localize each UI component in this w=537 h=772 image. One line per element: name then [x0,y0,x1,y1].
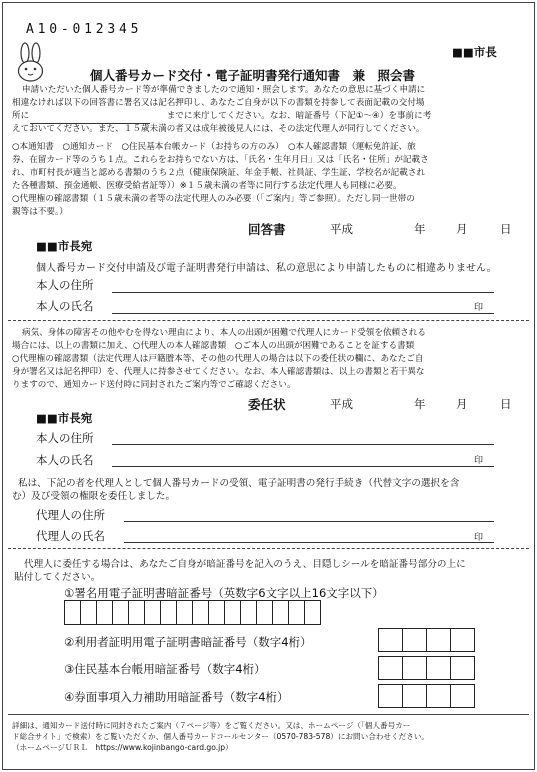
pin-digit-box[interactable] [272,600,289,625]
footer-line: （ホームページＵＲＬ https://www.kojinbango-card.go.jp） [12,743,233,752]
pin-digit-box[interactable] [304,600,321,625]
proxy-note-line: りますので、通知カード送付時に同封されたご案内等でご確認ください。 [12,380,296,390]
proxy-statement-line: む）及び受領の権限を委任しました。 [12,491,176,502]
pin-digit-box[interactable] [176,600,193,625]
pin-digit-box[interactable] [378,684,403,708]
answer-address-field[interactable] [112,292,494,293]
answer-address-label: 本人の住所 [36,278,94,292]
intro-line: 相違なければ以下の回答書に署名又は記名押印し、あなたご自身が以下の書類を持参して表面記載の交付場 [12,98,425,108]
intro-line: 所に までに来庁してください。なお、暗証番号（下記①〜④）を事前に考 [12,111,432,121]
mayor-header: ■■市長 [452,45,497,59]
intro-line: 申請いただいた個人番号カード等が準備できましたので通知・照会します。あなたの意思に基づく申請に [22,85,426,95]
answer-month[interactable]: 月 [456,222,468,236]
pin-digit-box[interactable] [160,600,177,625]
pin-digit-box[interactable] [240,600,257,625]
proxy-year[interactable]: 年 [414,397,426,411]
rabbit-mascot-icon [14,42,48,84]
pin-boxes-user-cert[interactable] [379,628,475,652]
pin-digit-box[interactable] [256,600,273,625]
proxy-name-label: 本人の氏名 [36,453,94,467]
pin-digit-box[interactable] [144,600,161,625]
proxy-seal: 印 [474,456,484,466]
agent-address-field[interactable] [124,521,494,522]
agent-name-label: 代理人の氏名 [36,529,105,543]
cut-line [8,548,529,549]
proxy-day[interactable]: 日 [500,397,512,411]
pin-boxes-card-info[interactable] [379,684,475,708]
proxy-month[interactable]: 月 [456,397,468,411]
pin-digit-box[interactable] [80,600,97,625]
proxy-name-field[interactable] [112,466,494,467]
pin-digit-box[interactable] [96,600,113,625]
pin-digit-box[interactable] [402,656,427,680]
proxy-note-line: 病気、身体の障害その他やむを得ない理由により、本人の出頭が困難で代理人にカード受領を依頼される [22,328,426,338]
pin-boxes-signing[interactable] [65,600,321,625]
proxy-note-line: ○代理権の確認書類（法定代理人は戸籍謄本等、その他の代理人の場合は以下の委任状の欄に、あなたご自 [12,354,424,364]
docs-line: ○本通知書 ○通知カード ○住民基本台帳カード（お持ちの方のみ） ○本人確認書類（運転免許証、旅 [12,142,416,152]
answer-addressee: ■■市長宛 [36,239,93,253]
proxy-address-field[interactable] [112,444,494,445]
answer-year[interactable]: 年 [414,222,426,236]
answer-title: 回答書 [248,222,286,237]
proxy-era[interactable]: 平成 [330,397,353,411]
pin-digit-box[interactable] [128,600,145,625]
proxy-statement-line: 私は、下記の者を代理人として個人番号カードの受領、電子証明書の発行手続き（代替文字の選択を含 [18,478,460,489]
answer-name-field[interactable] [112,313,494,314]
agent-seal: 印 [474,533,484,543]
answer-statement: 個人番号カード交付申請及び電子証明書発行申請は、私の意思により申請したものに相違ありません。 [36,263,497,274]
pin-label-resident-registry: ③住民基本台帳用暗証番号（数字4桁） [64,662,266,676]
docs-line: れ、市町村長が適当と認める書類のうち２点（健康保険証、年金手帳、社員証、学生証、学校名が記載され [12,168,426,178]
pin-digit-box[interactable] [208,600,225,625]
pin-digit-box[interactable] [426,656,451,680]
pin-digit-box[interactable] [378,628,403,652]
pin-digit-box[interactable] [402,684,427,708]
footer-line: ド総合サイト」で検索）をご覧いただくか、個人番号カードコールセンター（0570-783-578）にお問い合わせください。 [12,732,429,741]
pin-digit-box[interactable] [288,600,305,625]
proxy-note-line: 場合には、以上の書類に加え、○代理人の本人確認書類 ○ご本人の出頭が困難であることを証する書類 [12,341,415,351]
pin-digit-box[interactable] [426,684,451,708]
pin-label-card-info: ④券面事項入力補助用暗証番号（数字4桁） [64,690,289,704]
document-title: 個人番号カード交付・電子証明書発行通知書 兼 照会書 [90,68,416,83]
pin-note-line: 貼付してください。 [14,572,101,583]
docs-line: ○代理権の確認書類（１５歳未満の者等の法定代理人のみ必要（「ご案内」等ご参照）。ただし同一世帯の [12,194,415,204]
docs-line: た各種書類、預金通帳、医療受給者証等））※１５歳未満の者等に同行する法定代理人も同様に必要。 [12,181,402,191]
answer-era[interactable]: 平成 [330,222,353,236]
pin-digit-box[interactable] [426,628,451,652]
pin-note-line: 代理人に委任する場合は、あなたご自身が暗証番号を記入のうえ、目隠しシールを暗証番号部分の上に [24,559,466,570]
document-number: A10-012345 [26,22,143,37]
pin-digit-box[interactable] [402,628,427,652]
answer-name-label: 本人の氏名 [36,299,94,313]
pin-digit-box[interactable] [64,600,81,625]
footer-line: 詳細は、通知カード送付時に同封されたご案内（７ページ等）をご覧ください。又は、ホームページ（「個人番号カー [12,721,411,730]
pin-digit-box[interactable] [192,600,209,625]
answer-seal: 印 [474,303,484,313]
docs-line: 親等は不要。） [12,207,68,217]
cut-line [8,320,529,321]
pin-digit-box[interactable] [450,684,475,708]
pin-digit-box[interactable] [450,628,475,652]
intro-line: えておいてください。また、１５歳未満の者又は成年被後見人には、その法定代理人が同行してください。 [12,124,425,134]
proxy-addressee: ■■市長宛 [36,411,93,425]
docs-line: 券、在留カード等のうち１点。これらをお持ちでない方は、「氏名・生年月日」又は「氏名・住所」が記載さ [12,155,429,165]
pin-digit-box[interactable] [378,656,403,680]
pin-digit-box[interactable] [112,600,129,625]
pin-label-signing: ①署名用電子証明書暗証番号（英数字6文字以上16文字以下） [64,586,384,600]
pin-label-user-cert: ②利用者証明用電子証明書暗証番号（数字4桁） [64,635,312,649]
proxy-address-label: 本人の住所 [36,431,94,445]
answer-day[interactable]: 日 [500,222,512,236]
proxy-note-line: 身が署名又は記名押印）を、代理人に持参させてください。なお、本人確認書類は、以上の書類と若干異な [12,367,425,377]
pin-boxes-resident-registry[interactable] [379,656,475,680]
agent-name-field[interactable] [124,542,494,543]
proxy-title: 委任状 [248,397,286,412]
pin-digit-box[interactable] [450,656,475,680]
footer-divider [8,714,529,715]
pin-digit-box[interactable] [224,600,241,625]
agent-address-label: 代理人の住所 [36,508,105,522]
